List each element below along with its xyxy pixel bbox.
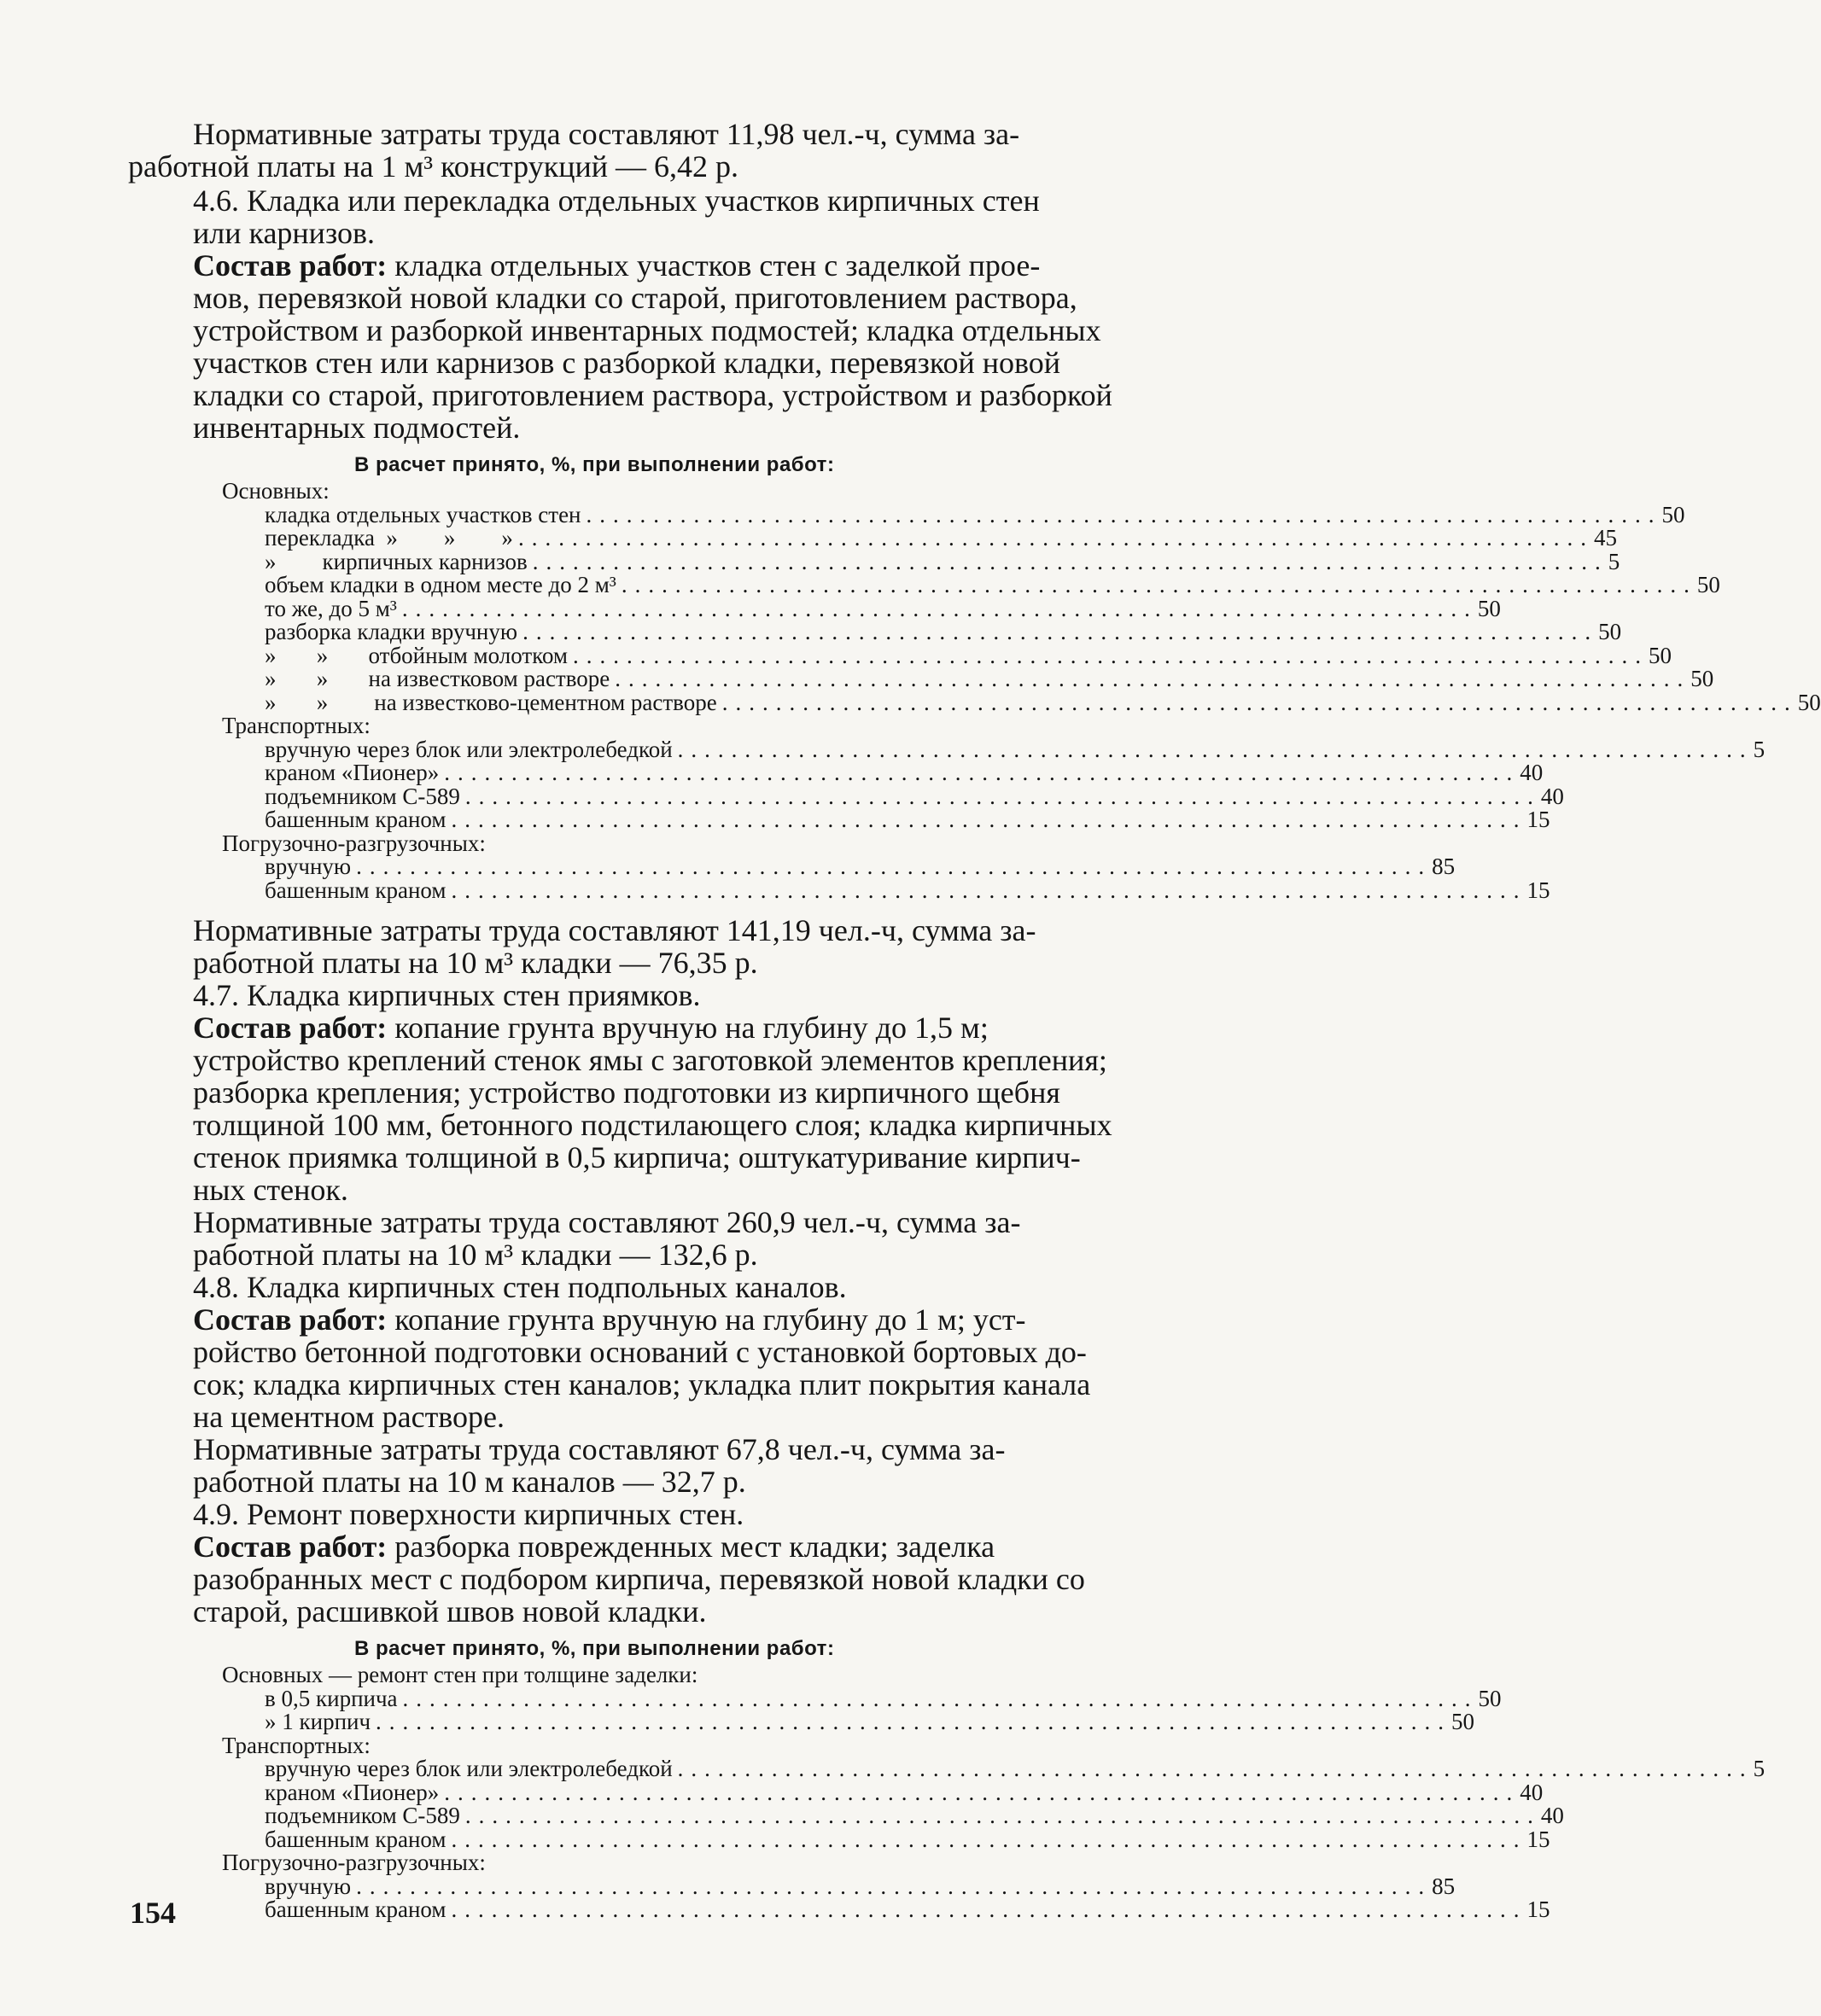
table-row: [128, 501, 1685, 527]
row-label: вручную: [265, 1873, 352, 1899]
text-line: Нормативные затраты труда составляют 260,9 чел.-ч, сумма за-: [193, 1205, 1021, 1239]
row-value: 15: [1526, 877, 1550, 903]
row-label: объем кладки в одном месте до 2 м³: [265, 572, 616, 597]
text-line: кладки со старой, приготовлением раствора, устройством и разборкой: [193, 378, 1112, 412]
dot-leader: ................................................................................: [356, 1873, 1433, 1899]
row-value: 40: [1540, 1803, 1564, 1828]
dot-leader: ................................................................................: [401, 595, 1478, 621]
table-row: [128, 595, 1501, 621]
text-fragment: кладка отдельных участков стен с заделкой прое-: [387, 248, 1041, 283]
text-line: ройство бетонной подготовки оснований с установкой бортовых до-: [193, 1335, 1087, 1369]
row-value: 50: [1478, 1685, 1502, 1711]
text-line: Нормативные затраты труда составляют 67,8 чел.-ч, сумма за-: [193, 1432, 1006, 1466]
dot-leader: ................................................................................: [376, 1709, 1452, 1734]
section-4-8-composition: [128, 1303, 1153, 1433]
dot-leader: ................................................................................: [402, 1685, 1479, 1711]
composition-label: Состав работ:: [193, 1529, 388, 1564]
row-value: 50: [1598, 619, 1622, 644]
row-value: 50: [1690, 666, 1714, 691]
table-row: [128, 1709, 1475, 1734]
text-line: [128, 1011, 1153, 1044]
text-line: толщиной 100 мм, бетонного подстилающего слоя; кладка кирпичных: [193, 1108, 1112, 1142]
section-4-6-heading: [128, 184, 1153, 249]
row-label: краном «Пионер»: [265, 1779, 440, 1805]
table-group-heading: Транспортных:: [222, 1732, 371, 1758]
table-row: [128, 1803, 1564, 1828]
norm-paragraph-1: [128, 118, 1153, 183]
table-row: [128, 1897, 1550, 1922]
table-row: [128, 619, 1622, 644]
row-value: 50: [1797, 689, 1821, 715]
dot-leader: ................................................................................: [586, 501, 1662, 527]
dot-leader: ................................................................................: [451, 807, 1527, 832]
table-2-title: В расчет принято, %, при выполнении работ:: [354, 1637, 835, 1660]
text-line: на цементном растворе.: [193, 1400, 505, 1434]
row-value: 50: [1451, 1709, 1475, 1734]
row-value: 50: [1696, 572, 1720, 597]
table-row: [128, 525, 1617, 551]
dot-leader: ................................................................................: [573, 642, 1649, 668]
text-fragment: копание грунта вручную на глубину до 1 м; уст-: [387, 1302, 1026, 1337]
table-row: [128, 1685, 1502, 1711]
row-value: 85: [1432, 854, 1456, 879]
table-row: [128, 854, 1456, 879]
dot-leader: ................................................................................: [532, 548, 1608, 574]
norm-paragraph-3: [128, 1206, 1153, 1271]
text-line: 4.6. Кладка или перекладка отдельных участков кирпичных стен: [193, 184, 1040, 218]
dot-leader: ................................................................................: [444, 760, 1520, 785]
row-label: перекладка » » »: [265, 525, 513, 551]
row-label: кладка отдельных участков стен: [265, 501, 581, 527]
composition-label: Состав работ:: [193, 1302, 388, 1337]
table-row: [128, 1779, 1544, 1805]
dot-leader: ................................................................................: [451, 877, 1527, 903]
dot-leader: ................................................................................: [464, 783, 1541, 809]
table-group-heading: Транспортных:: [222, 713, 371, 738]
dot-leader: ................................................................................: [356, 854, 1433, 879]
table-row: [128, 807, 1550, 832]
text-line: или карнизов.: [193, 216, 375, 250]
row-value: 40: [1520, 1779, 1544, 1805]
text-line: устройством и разборкой инвентарных подмостей; кладка отдельных: [193, 313, 1101, 347]
row-value: 5: [1753, 736, 1766, 762]
row-label: вручную через блок или электролебедкой: [265, 1756, 673, 1781]
table-row: [128, 760, 1544, 785]
dot-leader: ................................................................................: [677, 1756, 1754, 1781]
table-row: [128, 1826, 1550, 1852]
text-line: сок; кладка кирпичных стен каналов; укладка плит покрытия канала: [193, 1367, 1091, 1401]
norm-paragraph-2: [128, 914, 1153, 979]
section-4-7-composition: [128, 1011, 1153, 1206]
table-group-heading: Погрузочно-разгрузочных:: [222, 830, 486, 856]
text-line: разобранных мест с подбором кирпича, перевязкой новой кладки со: [193, 1562, 1085, 1596]
text-line: [128, 1303, 1153, 1336]
page-number: 154: [130, 1896, 176, 1930]
text-line: 4.7. Кладка кирпичных стен приямков.: [193, 978, 701, 1012]
table-row: [128, 689, 1821, 715]
row-label: » кирпичных карнизов: [265, 548, 528, 574]
row-label: башенным краном: [265, 1826, 446, 1852]
table-row: [128, 877, 1550, 903]
text-line: работной платы на 1 м³ конструкций — 6,42 р.: [128, 149, 738, 184]
row-label: в 0,5 кирпича: [265, 1685, 398, 1711]
dot-leader: ................................................................................: [517, 525, 1594, 551]
row-value: 40: [1540, 783, 1564, 809]
text-line: стенок приямка толщиной в 0,5 кирпича; оштукатуривание кирпич-: [193, 1140, 1081, 1174]
text-line: 4.9. Ремонт поверхности кирпичных стен.: [193, 1497, 744, 1531]
table-1-title: В расчет принято, %, при выполнении работ:: [354, 453, 835, 476]
row-value: 5: [1753, 1756, 1766, 1781]
dot-leader: ................................................................................: [444, 1779, 1520, 1805]
row-label: » » на известковом растворе: [265, 666, 610, 691]
norm-paragraph-4: [128, 1433, 1153, 1498]
dot-leader: ................................................................................: [451, 1826, 1527, 1852]
text-fragment: разборка поврежденных мест кладки; заделка: [387, 1529, 995, 1564]
table-row: [128, 572, 1720, 597]
text-line: инвентарных подмостей.: [193, 411, 521, 445]
table-row: [128, 642, 1672, 668]
dot-leader: ................................................................................: [464, 1803, 1541, 1828]
row-value: 50: [1661, 501, 1685, 527]
row-value: 50: [1477, 595, 1501, 621]
row-value: 40: [1520, 760, 1544, 785]
row-label: башенным краном: [265, 877, 446, 903]
table-group-heading: Погрузочно-разгрузочных:: [222, 1850, 486, 1875]
row-label: то же, до 5 м³: [265, 595, 397, 621]
section-4-9-heading: [128, 1498, 1153, 1530]
row-label: краном «Пионер»: [265, 760, 440, 785]
row-value: 5: [1608, 548, 1620, 574]
row-label: подъемником С-589: [265, 1803, 460, 1828]
table-group-heading: Основных:: [222, 478, 330, 504]
text-line: устройство креплений стенок ямы с заготовкой элементов крепления;: [193, 1043, 1107, 1077]
text-line: мов, перевязкой новой кладки со старой, приготовлением раствора,: [193, 281, 1077, 315]
row-value: 15: [1526, 807, 1550, 832]
row-label: башенным краном: [265, 807, 446, 832]
row-label: вручную через блок или электролебедкой: [265, 736, 673, 762]
row-label: разборка кладки вручную: [265, 619, 518, 644]
text-line: Нормативные затраты труда составляют 141,19 чел.-ч, сумма за-: [193, 913, 1036, 947]
text-line: [128, 1530, 1153, 1563]
text-line: работной платы на 10 м³ кладки — 132,6 р.: [193, 1238, 758, 1272]
text-line: ных стенок.: [193, 1173, 348, 1207]
row-label: подъемником С-589: [265, 783, 460, 809]
dot-leader: ................................................................................: [522, 619, 1599, 644]
dot-leader: ................................................................................: [677, 736, 1754, 762]
row-label: » » отбойным молотком: [265, 642, 569, 668]
row-label: » » на известково-цементном растворе: [265, 689, 717, 715]
composition-label: Состав работ:: [193, 1011, 388, 1045]
text-line: Нормативные затраты труда составляют 11,98 чел.-ч, сумма за-: [193, 117, 1020, 151]
table-row: [128, 548, 1620, 574]
row-value: 50: [1649, 642, 1672, 668]
table-group-heading: Основных — ремонт стен при толщине заделки:: [222, 1662, 698, 1687]
table-1: [128, 478, 1821, 903]
text-line: участков стен или карнизов с разборкой кладки, перевязкой новой: [193, 346, 1061, 380]
row-value: 15: [1526, 1826, 1550, 1852]
text-line: работной платы на 10 м³ кладки — 76,35 р.: [193, 946, 758, 980]
row-label: вручную: [265, 854, 352, 879]
row-value: 15: [1526, 1897, 1550, 1922]
table-row: [128, 1873, 1456, 1899]
table-row: [128, 1756, 1766, 1781]
dot-leader: ................................................................................: [451, 1897, 1527, 1922]
text-fragment: копание грунта вручную на глубину до 1,5 м;: [387, 1011, 989, 1045]
row-label: башенным краном: [265, 1897, 446, 1922]
text-line: старой, расшивкой швов новой кладки.: [193, 1594, 707, 1629]
table-2: [128, 1662, 1766, 1922]
row-value: 45: [1593, 525, 1617, 551]
text-line: работной платы на 10 м каналов — 32,7 р.: [193, 1465, 746, 1499]
text-line: [128, 249, 1153, 282]
table-row: [128, 736, 1766, 762]
composition-label: Состав работ:: [193, 248, 388, 283]
text-line: разборка крепления; устройство подготовки из кирпичного щебня: [193, 1075, 1060, 1110]
dot-leader: ................................................................................: [615, 666, 1691, 691]
section-4-6-composition: [128, 249, 1153, 444]
page-body: [128, 117, 1821, 1922]
section-4-7-heading: [128, 979, 1153, 1011]
row-label: » 1 кирпич: [265, 1709, 371, 1734]
table-row: [128, 666, 1714, 691]
dot-leader: ................................................................................: [721, 689, 1798, 715]
section-4-8-heading: [128, 1271, 1153, 1303]
dot-leader: ................................................................................: [621, 572, 1697, 597]
row-value: 85: [1432, 1873, 1456, 1899]
text-line: 4.8. Кладка кирпичных стен подпольных каналов.: [193, 1270, 847, 1304]
section-4-9-composition: [128, 1530, 1153, 1628]
table-row: [128, 783, 1564, 809]
